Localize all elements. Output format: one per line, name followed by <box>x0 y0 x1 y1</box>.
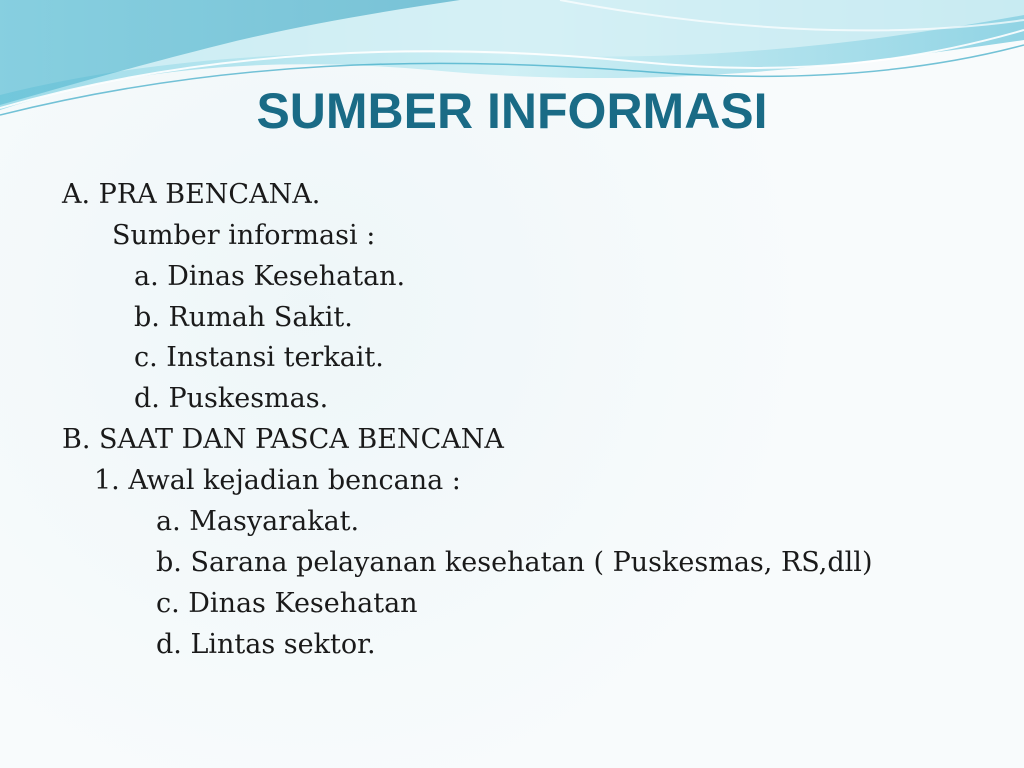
section-a-item: a. Dinas Kesehatan. <box>134 261 406 292</box>
section-a-item: b. Rumah Sakit. <box>134 302 353 333</box>
section-b-subheading: 1. Awal kejadian bencana : <box>94 465 461 496</box>
section-a-item: d. Puskesmas. <box>134 383 329 414</box>
section-b-item: c. Dinas Kesehatan <box>156 588 418 619</box>
section-b-item: b. Sarana pelayanan kesehatan ( Puskesmas, RS,dll) <box>156 547 873 578</box>
slide-title: SUMBER INFORMASI <box>256 83 768 139</box>
section-b-item: d. Lintas sektor. <box>156 629 376 660</box>
section-b-item: a. Masyarakat. <box>156 506 360 537</box>
section-a-subheading: Sumber informasi : <box>112 220 376 251</box>
section-b-heading: B. SAAT DAN PASCA BENCANA <box>62 424 504 455</box>
section-a-item: c. Instansi terkait. <box>134 342 384 373</box>
section-a-heading: A. PRA BENCANA. <box>62 179 321 210</box>
